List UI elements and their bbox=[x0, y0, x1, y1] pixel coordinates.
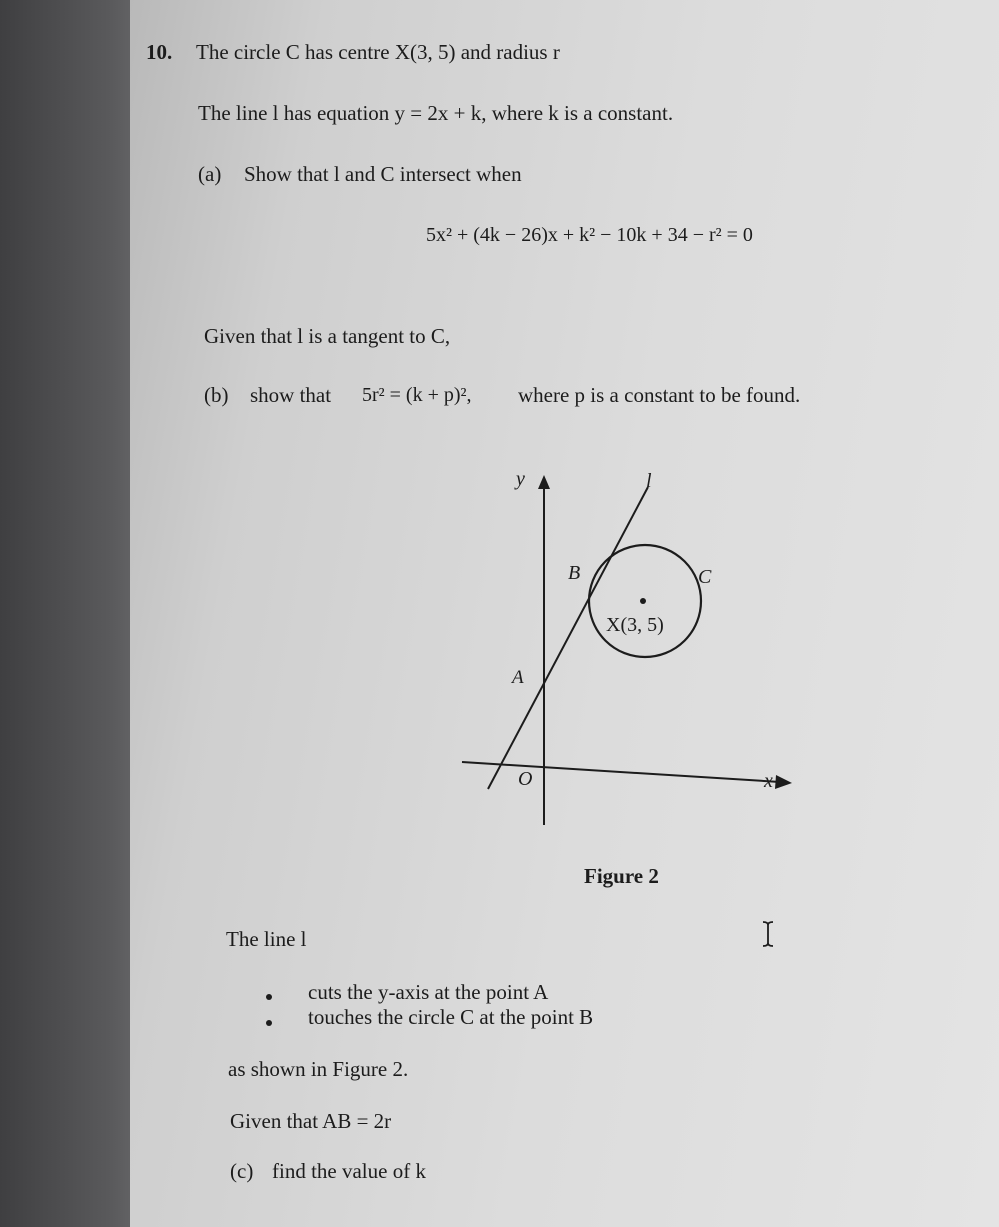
line-l bbox=[488, 487, 648, 789]
bullet-1-text: cuts the y-axis at the point A bbox=[308, 980, 549, 1004]
x-axis-arrow bbox=[775, 775, 792, 789]
i-beam-cursor-icon bbox=[760, 920, 776, 948]
bullet-2-text: touches the circle C at the point B bbox=[308, 1005, 594, 1029]
x-axis bbox=[462, 762, 780, 782]
line-l-intro: The line l bbox=[226, 927, 307, 951]
part-b-equation: 5r² = (k + p)², bbox=[362, 384, 472, 406]
part-c-label: (c) bbox=[230, 1159, 254, 1183]
point-a-label: A bbox=[512, 667, 524, 688]
part-b-label: (b) bbox=[204, 383, 229, 407]
y-axis-label: y bbox=[516, 468, 525, 490]
question-number: 10. bbox=[146, 40, 173, 64]
figure-caption: Figure 2 bbox=[584, 864, 659, 888]
bullet-2-dot bbox=[266, 1020, 272, 1026]
bullet-1-dot bbox=[266, 994, 272, 1000]
given-tangent: Given that l is a tangent to C, bbox=[204, 324, 451, 348]
figure-2-diagram bbox=[440, 455, 820, 845]
centre-point bbox=[640, 598, 646, 604]
part-b-text-1: show that bbox=[250, 383, 332, 407]
part-b-text-2: where p is a constant to be found. bbox=[518, 383, 801, 407]
part-a-text: Show that l and C intersect when bbox=[244, 162, 522, 186]
part-a-label: (a) bbox=[198, 162, 222, 186]
origin-label: O bbox=[518, 768, 533, 790]
as-shown-text: as shown in Figure 2. bbox=[228, 1057, 409, 1081]
line-l-label: l bbox=[646, 470, 652, 492]
centre-label: X(3, 5) bbox=[606, 614, 664, 636]
intro-line-2: The line l has equation y = 2x + k, where k is a constant. bbox=[198, 101, 674, 125]
intro-line-1: The circle C has centre X(3, 5) and radius r bbox=[196, 40, 560, 64]
part-c-text: find the value of k bbox=[272, 1159, 426, 1183]
y-axis-arrow bbox=[538, 475, 550, 489]
given-ab-text: Given that AB = 2r bbox=[230, 1109, 392, 1133]
part-a-equation: 5x² + (4k − 26)x + k² − 10k + 34 − r² = 0 bbox=[426, 224, 753, 246]
circle-c-label: C bbox=[698, 566, 712, 588]
x-axis-label: x bbox=[764, 770, 773, 792]
point-b-label: B bbox=[568, 562, 581, 584]
